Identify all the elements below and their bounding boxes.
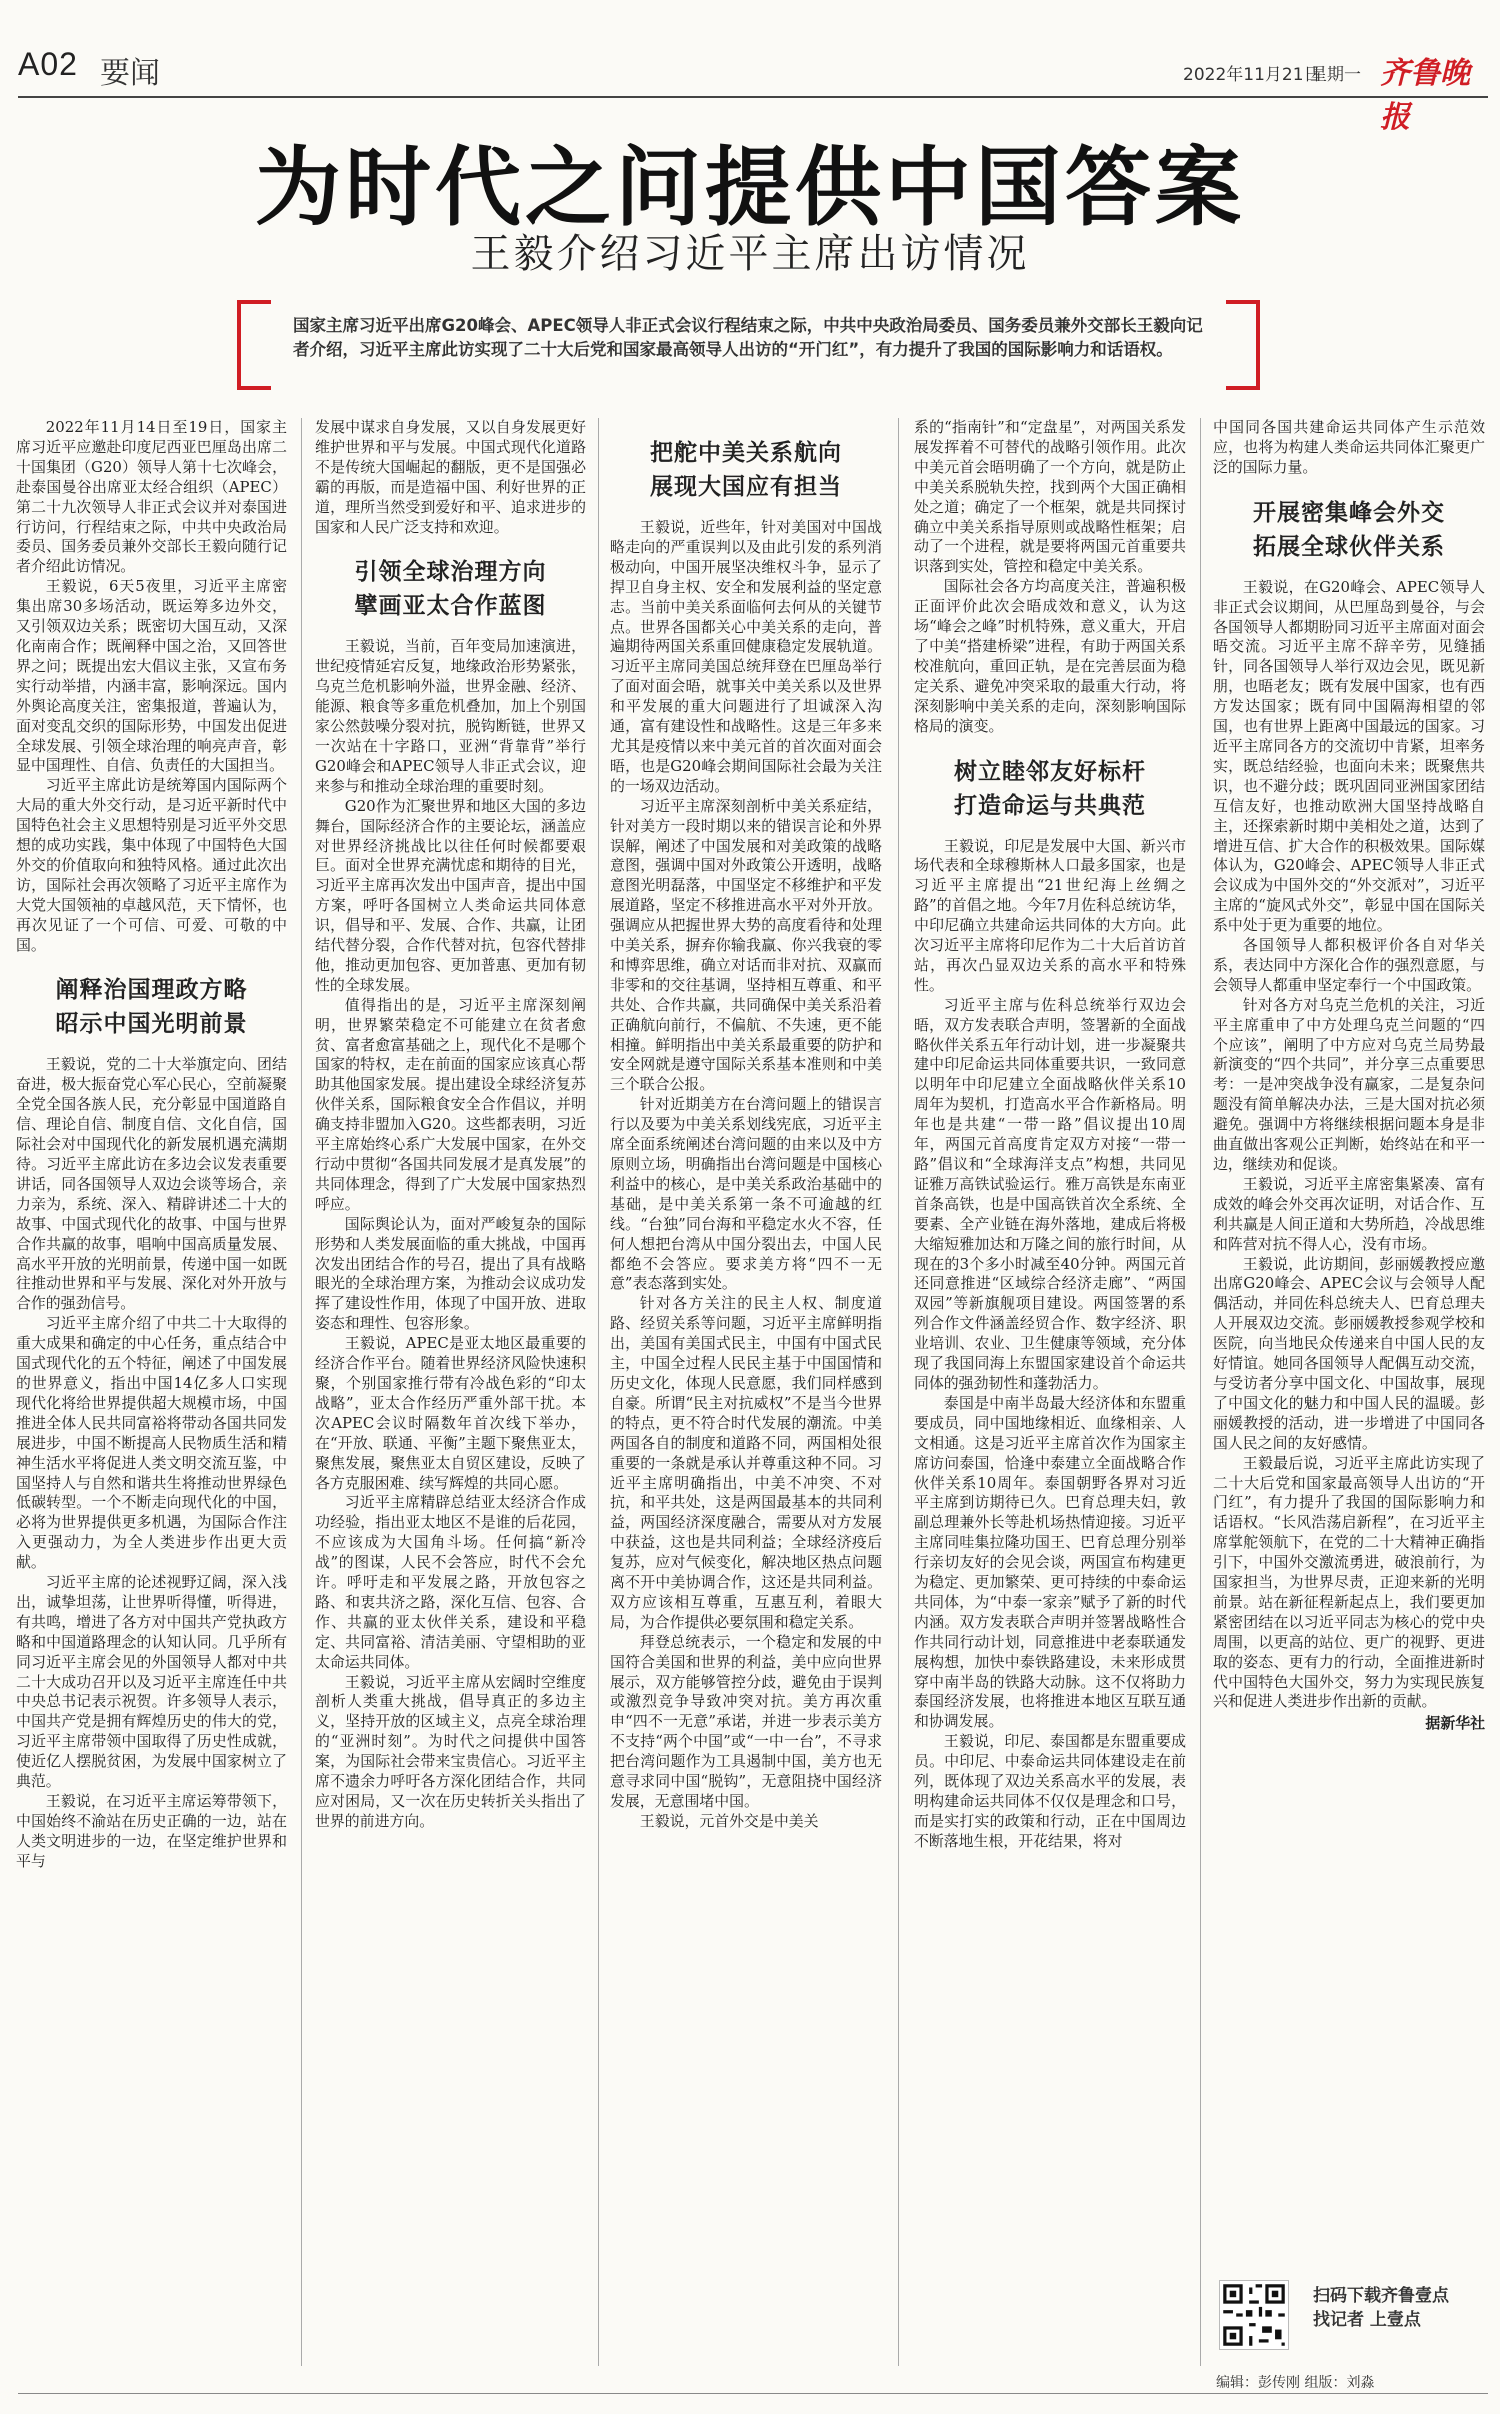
body-paragraph: 针对近期美方在台湾问题上的错误言行以及要为中美关系划线宪底，习近平主席全面系统阐述台湾问题的由来以及中方原则立场，明确指出台湾问题是中国核心利益中的核心，是中美关系政治基础中的基础，是中美关系第一条不可逾越的红线。“台独”同台海和平稳定水火不容，任何人想把台湾从中国分裂出去，中国人民都绝不会答应。要求美方将“四不一无意”表态落到实处。	[610, 1095, 882, 1293]
column-divider	[598, 418, 599, 2366]
body-paragraph: 王毅说，近些年，针对美国对中国战略走向的严重误判以及由此引发的系列消极动向，中国开展坚决维权斗争，显示了捍卫自身主权、安全和发展利益的坚定意志。当前中美关系面临何去何从的关键节点。世界各国都关心中美关系的走向，普遍期待两国关系重回健康稳定发展轨道。习近平主席同美国总统拜登在巴厘岛举行了面对面会晤，就事关中美关系以及世界和平发展的重大问题进行了坦诚深入沟通，富有建设性和战略性。这是三年多来尤其是疫情以来中美元首的首次面对面会晤，也是G20峰会期间国际社会最为关注的一场双边活动。	[610, 518, 882, 795]
body-paragraph: 王毅说，习近平主席从宏阔时空维度剖析人类重大挑战，倡导真正的多边主义，坚持开放的区域主义，点亮全球治理的“亚洲时刻”。为时代之问提供中国答案，为国际社会带来宝贵信心。习近平主席不遗余力呼吁各方深化团结合作，共同应对困局，又一次在历史转折关头指出了世界的前进方向。	[315, 1672, 586, 1830]
section-heading-line: 把舵中美关系航向	[650, 439, 842, 466]
qr-caption-line-2: 找记者 上壹点	[1313, 2310, 1421, 2330]
body-paragraph: 针对各方对乌克兰危机的关注，习近平主席重申了中方处理乌克兰问题的“四个应该”，阐明了中方应对乌克兰局势最新演变的“四个共同”，并分享三点重要思考：一是冲突战争没有赢家，二是复杂问题没有简单解决办法，三是大国对抗必须避免。强调中方将继续根据问题本身是非曲直做出客观公正判断，始终站在和平一边，继续劝和促谈。	[1213, 995, 1485, 1173]
body-paragraph: 王毅说，此访期间，彭丽媛教授应邀出席G20峰会、APEC会议与会领导人配偶活动，并同佐科总统夫人、巴育总理夫人开展双边交流。彭丽媛教授参观学校和医院，向当地民众传递来自中国人民的友好情谊。她同各国领导人配偶互动交流，与受访者分享中国文化、中国故事，展现了中国文化的魅力和中国人民的温暖。彭丽媛教授的活动，进一步增进了中国同各国人民之间的友好感情。	[1213, 1254, 1485, 1452]
section-heading-line: 打造命运与共典范	[954, 791, 1146, 819]
page-header	[18, 46, 1488, 135]
newspaper-masthead: 齐鲁晚报	[1380, 56, 1470, 135]
body-paragraph: 王毅说，党的二十大举旗定向、团结奋进，极大振奋党心军心民心，空前凝聚全党全国各族人民，充分彰显中国道路自信、理论自信、制度自信、文化自信，国际社会对中国现代化的新发展机遇充满期待。习近平主席此访在多边会议发表重要讲话，同各国领导人双边会谈等场合，亲力亲为，系统、深入、精辟讲述二十大的故事、中国式现代化的故事、中国与世界合作共赢的故事，唱响中国高质量发展、高水平开放的光明前景，传递中国一如既往推动世界和平与发展、深化对外开放与合作的强劲信号。	[16, 1055, 287, 1313]
qr-caption	[1313, 2284, 1483, 2332]
body-paragraph: 国际舆论认为，面对严峻复杂的国际形势和人类发展面临的重大挑战，中国再次发出团结合作的号召，提出了具有战略眼光的全球治理方案，为推动会议成功发挥了建设性作用，体现了中国开放、进取姿态和理性、包容形象。	[315, 1214, 586, 1333]
section-heading-line: 开展密集峰会外交	[1253, 498, 1445, 526]
body-paragraph: 王毅说，当前，百年变局加速演进，世纪疫情延宕反复，地缘政治形势紧张，乌克兰危机影响外溢，世界金融、经济、能源、粮食等多重危机叠加，加上个别国家公然鼓噪分裂对抗，脱钩断链，世界又一次站在十字路口，亚洲“背靠背”举行G20峰会和APEC领导人非正式会议，迎来参与和推动全球治理的重要时刻。	[315, 637, 586, 795]
section-heading	[1213, 496, 1485, 564]
section-heading-line: 引领全球治理方向	[354, 558, 547, 586]
section-heading	[914, 755, 1186, 823]
body-paragraph: 各国领导人都积极评价各自对华关系，表达同中方深化合作的强烈意愿，与会领导人都重申坚定奉行一个中国政策。	[1213, 936, 1485, 994]
source-credit: 据新华社	[1425, 1714, 1485, 1733]
article-column-4	[914, 418, 1186, 2366]
section-heading-line: 树立睦邻友好标杆	[954, 757, 1146, 785]
subheadline: 王毅介绍习近平主席出访情况	[470, 231, 1030, 277]
body-paragraph: 拜登总统表示，一个稳定和发展的中国符合美国和世界的利益，美中应向世界展示，双方能够管控分歧，避免由于误判或激烈竞争导致冲突对抗。美方再次重申“四不一无意”承诺，并进一步表示美方不支持“两个中国”或“一中一台”，不寻求把台湾问题作为工具遏制中国，美方也无意寻求同中国“脱钩”，无意阻挠中国经济发展，无意围堵中国。	[610, 1632, 882, 1810]
section-label: 要闻	[100, 56, 160, 91]
body-paragraph: 发展中谋求自身发展，又以自身发展更好维护世界和平与发展。中国式现代化道路不是传统大国崛起的翻版，更不是国强必霸的再版，而是造福中国、利好世界的正道，理所当然受到爱好和平、追求进步的国家和人民广泛支持和欢迎。	[315, 418, 586, 536]
section-heading	[610, 436, 882, 504]
body-paragraph: 习近平主席深刻剖析中美关系症结，针对美方一段时期以来的错误言论和外界误解，阐述了中国发展和对美政策的战略意图，强调中国对外政策公开透明，战略意图光明磊落，中国坚定不移维护和平发展道路，坚定不移推进高水平对外开放。强调应从把握世界大势的高度看待和处理中美关系，摒弃你输我赢、你兴我衰的零和博弈思维，确立对话而非对抗、双赢而非零和的交往基调，坚持相互尊重、和平共处、合作共赢，共同确保中美关系沿着正确航向前行，不偏航、不失速，更不能相撞。鲜明指出中美关系最重要的防护和安全网就是遵守国际关系基本准则和中美三个联合公报。	[610, 796, 882, 1094]
body-paragraph: 王毅最后说，习近平主席此访实现了二十大后党和国家最高领导人出访的“开门红”，有力提升了我国的国际影响力和话语权。“长风浩荡启新程”，在习近平主席掌舵领航下，在党的二十大精神正确指引下，中国外交激流勇进，破浪前行，为国家担当，为世界尽责，正迎来新的光明前景。站在新征程新起点上，我们要更加紧密团结在以习近平同志为核心的党中央周围，以更高的站位、更广的视野、更进取的姿态、更有力的行动，全面推进新时代中国特色大国外交，努力为实现民族复兴和促进人类进步作出新的贡献。	[1213, 1453, 1485, 1711]
body-paragraph: 中国同各国共建命运共同体产生示范效应，也将为构建人类命运共同体汇聚更广泛的国际力量。	[1213, 418, 1485, 476]
issue-date: 2022年11月21日	[1183, 65, 1321, 85]
column-divider	[1200, 418, 1201, 2366]
issue-weekday: 星期一	[1310, 65, 1361, 85]
body-paragraph: 泰国是中南半岛最大经济体和东盟重要成员，同中国地缘相近、血缘相亲、人文相通。这是习近平主席首次作为国家主席访问泰国，恰逢中泰建立全面战略合作伙伴关系10周年。泰国朝野各界对习近平主席到访期待已久。巴育总理夫妇，敦副总理兼外长等赴机场热情迎接。习近平主席同哇集拉隆功国王、巴育总理分别举行亲切友好的会见会谈，两国宣布构建更为稳定、更加繁荣、更可持续的中泰命运共同体，为“中泰一家亲”赋予了新的时代内涵。双方发表联合声明并签署战略性合作共同行动计划，同意推进中老泰联通发展构想，加快中泰铁路建设，未来形成贯穿中南半岛的铁路大动脉。这不仅将助力泰国经济发展，也将推进本地区互联互通和协调发展。	[914, 1393, 1186, 1731]
body-paragraph: 习近平主席此访是统筹国内国际两个大局的重大外交行动，是习近平新时代中国特色社会主义思想特别是习近平外交思想的成功实践，集中体现了中国特色大国外交的价值取向和独特风格。通过此次出访，国际社会再次领略了习近平主席作为大党大国领袖的卓越风范，天下情怀，也再次见证了一个可信、可爱、可敬的中国。	[16, 776, 287, 954]
body-paragraph: 王毅说，在习近平主席运筹带领下，中国始终不渝站在历史正确的一边，站在人类文明进步的一边，在坚定维护世界和平与	[16, 1792, 287, 1870]
body-paragraph: 王毅说，印尼是发展中大国、新兴市场代表和全球穆斯林人口最多国家，也是习近平主席提出“21世纪海上丝绸之路”的首倡之地。今年7月佐科总统访华，中印尼确立共建命运共同体的大方向。此次习近平主席将印尼作为二十大后首访首站，再次凸显双边关系的高水平和特殊性。	[914, 836, 1186, 994]
article-column-2	[315, 418, 586, 2366]
body-paragraph: 针对各方关注的民主人权、制度道路、经贸关系等问题，习近平主席鲜明指出，美国有美国式民主，中国有中国式民主，中国全过程人民民主基于中国国情和历史文化，体现人民意愿，我们同样感到自豪。所谓“民主对抗威权”不是当今世界的特点，更不符合时代发展的潮流。中美两国各自的制度和道路不同，两国相处很重要的一条就是承认并尊重这种不同。习近平主席明确指出，中美不冲突、不对抗，和平共处，这是两国最基本的共同利益，两国经济深度融合，需要从对方发展中获益，这也是共同利益；全球经济疫后复苏，应对气候变化，解决地区热点问题离不开中美协调合作，这还是共同利益。双方应该相互尊重，互惠互利，着眼大局，为合作提供必要氛围和稳定关系。	[610, 1294, 882, 1631]
article-column-1	[16, 418, 287, 2366]
section-heading-line: 拓展全球伙伴关系	[1253, 532, 1445, 560]
body-paragraph: 王毅说，习近平主席密集紧凑、富有成效的峰会外交再次证明，对话合作、互利共赢是人间正道和大势所趋，冷战思维和阵营对抗不得人心，没有市场。	[1213, 1174, 1485, 1253]
section-heading-line: 阐释治国理政方略	[55, 976, 248, 1004]
section-heading	[315, 555, 586, 623]
body-paragraph: 王毅说，6天5夜里，习近平主席密集出席30多场活动，既运筹多边外交，又引领双边关系；既密切大国互动，又深化南南合作；既阐释中国之治，又回答世界之问；既提出宏大倡议主张，又宣布务实行动举措，内涵丰富，影响深远。国内外舆论高度关注，密集报道，普遍认为，面对变乱交织的国际形势，中国发出促进全球发展、引领全球治理的响亮声音，彰显中国理性、自信、负责任的大国担当。	[16, 577, 287, 775]
body-paragraph: 系的“指南针”和“定盘星”，对两国关系发展发挥着不可替代的战略引领作用。此次中美元首会晤明确了一个方向，就是防止中美关系脱轨失控，找到两个大国正确相处之道；确定了一个框架，就是共同探讨确立中美关系指导原则或战略性框架；启动了一个进程，就是要将两国元首重要共识落到实处，管控和稳定中美关系。	[914, 418, 1186, 576]
section-heading-line: 擘画亚太合作蓝图	[354, 592, 547, 620]
qr-promo	[1213, 2280, 1485, 2365]
body-paragraph: G20作为汇聚世界和地区大国的多边舞台，国际经济合作的主要论坛，涵盖应对世界经济挑战比以往任何时候都要艰巨。面对全世界充满忧虑和期待的目光，习近平主席再次发出中国声音，提出中国方案，呼吁各国树立人类命运共同体意识，倡导和平、发展、合作、共赢，让团结代替分裂，合作代替对抗，包容代替排他，推动更加包容、更加普惠、更加有韧性的全球发展。	[315, 796, 586, 994]
body-paragraph: 王毅说，APEC是亚太地区最重要的经济合作平台。随着世界经济风险快速积聚，个别国家推行带有冷战色彩的“印太战略”，亚太合作经历严重外部干扰。本次APEC会议时隔数年首次线下举办，在“开放、联通、平衡”主题下聚焦亚太，聚焦发展，聚焦亚太自贸区建设，反映了各方克服困难、续写辉煌的共同心愿。	[315, 1334, 586, 1492]
body-paragraph: 王毅说，在G20峰会、APEC领导人非正式会议期间，从巴厘岛到曼谷，与会各国领导人都期盼同习近平主席面对面会晤交流。习近平主席不辞辛劳，见缝插针，同各国领导人举行双边会见，既见新朋，也晤老友；既有发展中国家，也有西方发达国家；既有同中国隔海相望的邻国，也有世界上距离中国最远的国家。习近平主席同各方的交流切中肯紧，坦率务实，既总结经验，也面向未来；既聚焦共识，也不避分歧；既巩固同亚洲国家团结互信友好，也推动欧洲大国坚持战略自主，还探索新时期中美相处之道，达到了增进互信、扩大合作的积极效果。国际媒体认为，G20峰会、APEC领导人非正式会议成为中国外交的“外交派对”，习近平主席的“旋风式外交”，彰显中国在国际关系中处于更为重要的地位。	[1213, 577, 1485, 935]
page-number: A02	[18, 46, 78, 82]
section-heading-line: 展现大国应有担当	[650, 473, 842, 500]
body-paragraph: 习近平主席的论述视野辽阔，深入浅出，诚挚坦荡，让世界听得懂，听得进，有共鸣，增进了各方对中国共产党执政方略和中国道路理念的认知认同。几乎所有同习近平主席会见的外国领导人都对中共二十大成功召开以及习近平主席连任中共中央总书记表示祝贺。许多领导人表示，中国共产党是拥有辉煌历史的伟大的党，习近平主席带领中国取得了历史性成就，使近亿人摆脱贫困，为发展中国家树立了典范。	[16, 1573, 287, 1791]
lead-box	[237, 300, 1260, 390]
body-paragraph: 习近平主席与佐科总统举行双边会晤，双方发表联合声明，签署新的全面战略伙伴关系五年行动计划，进一步凝聚共建中印尼命运共同体重要共识，一致同意以明年中印尼建立全面战略伙伴关系10周年为契机，打造高水平合作新格局。明年也是共建“一带一路”倡议提出10周年，两国元首高度肯定双方对接“一带一路”倡议和“全球海洋支点”构想，共同见证雅万高铁试验运行。雅万高铁是东南亚首条高铁，也是中国高铁首次全系统、全要素、全产业链在海外落地，建成后将极大缩短雅加达和万隆之间的旅行时间，从现在的3个多小时减至40分钟。两国元首还同意推进“区域综合经济走廊”、“两国双园”等新旗舰项目建设。两国签署的系列合作文件涵盖经贸合作、数字经济、职业培训、农业、卫生健康等领域，充分体现了我国同海上东盟国家建设首个命运共同体的强劲韧性和蓬勃活力。	[914, 995, 1186, 1392]
body-paragraph: 王毅说，印尼、泰国都是东盟重要成员。中印尼、中泰命运共同体建设走在前列，既体现了双边关系高水平的发展，表明构建命运共同体不仅仅是理念和口号，而是实打实的政策和行动，正在中国周边不断落地生根，开花结果，将对	[914, 1732, 1186, 1850]
article-column-3	[610, 418, 882, 2366]
qr-caption-line-1: 扫码下载齐鲁壹点	[1313, 2286, 1449, 2306]
column-divider	[898, 418, 899, 2366]
body-paragraph: 2022年11月14日至19日，国家主席习近平应邀赴印度尼西亚巴厘岛出席二十国集团（G20）领导人第十七次峰会，赴泰国曼谷出席亚太经合组织（APEC）第二十九次领导人非正式会议并对泰国进行访问，行程结束之际，中共中央政治局委员、国务委员兼外交部长王毅向随行记者介绍此访情况。	[16, 418, 287, 576]
lead-bracket-right	[1226, 300, 1260, 390]
body-paragraph: 习近平主席介绍了中共二十大取得的重大成果和确定的中心任务，重点结合中国式现代化的五个特征，阐述了中国发展的世界意义，指出中国14亿多人口实现现代化将给世界提供超大规模市场，中国推进全体人民共同富裕将带动各国共同发展进步，中国不断提高人民物质生活和精神生活水平将促进人类文明交流互鉴，中国坚持人与自然和谐共生将推动世界绿色低碳转型。一个不断走向现代化的中国，必将为世界提供更多机遇，为国际合作注入更强动力，为全人类进步作出更大贡献。	[16, 1314, 287, 1572]
header-divider	[18, 96, 1488, 98]
headline: 为时代之问提供中国答案	[255, 137, 1245, 238]
footer-divider	[18, 2393, 1488, 2394]
body-paragraph: 国际社会各方均高度关注，普遍积极正面评价此次会晤成效和意义，认为这场“峰会之峰”时机特殊，意义重大，开启了中美“搭建桥梁”进程，有助于两国关系校准航向，重回正轨，是在完善层面为稳定关系、避免冲突采取的最重大行动，将深刻影响中美关系的走向，深刻影响国际格局的演变。	[914, 577, 1186, 735]
column-divider	[301, 418, 302, 2366]
section-heading-line: 昭示中国光明前景	[55, 1010, 248, 1038]
article-column-5	[1213, 418, 1485, 2366]
section-heading	[16, 973, 287, 1041]
lead-paragraph: 国家主席习近平出席G20峰会、APEC领导人非正式会议行程结束之际，中共中央政治局委员、国务委员兼外交部长王毅向记者介绍，习近平主席此访实现了二十大后党和国家最高领导人出访的“开门红”，有力提升了我国的国际影响力和话语权。	[293, 316, 1203, 359]
editor-credits: 编辑：彭传刚 组版：刘淼	[1216, 2375, 1375, 2391]
body-paragraph: 值得指出的是，习近平主席深刻阐明，世界繁荣稳定不可能建立在贫者愈贫、富者愈富基础之上，现代化不是哪个国家的特权，走在前面的国家应该真心帮助其他国家发展。提出建设全球经济复苏伙伴关系，国际粮食安全合作倡议，并明确支持非盟加入G20。这些都表明，习近平主席始终心系广大发展中国家，在外交行动中贯彻“各国共同发展才是真发展”的共同体理念，得到了广大发展中国家热烈呼应。	[315, 995, 586, 1213]
lead-bracket-left	[237, 300, 271, 390]
body-paragraph: 王毅说，元首外交是中美关	[639, 1811, 819, 1830]
body-paragraph: 习近平主席精辟总结亚太经济合作成功经验，指出亚太地区不是谁的后花园，不应该成为大国角斗场。任何搞“新冷战”的图谋，人民不会答应，时代不会允许。呼吁走和平发展之路，开放包容之路、和衷共济之路，深化互信、包容、合作、共赢的亚太伙伴关系，建设和平稳定、共同富裕、清洁美丽、守望相助的亚太命运共同体。	[315, 1493, 586, 1671]
qr-code-icon[interactable]	[1219, 2280, 1289, 2350]
